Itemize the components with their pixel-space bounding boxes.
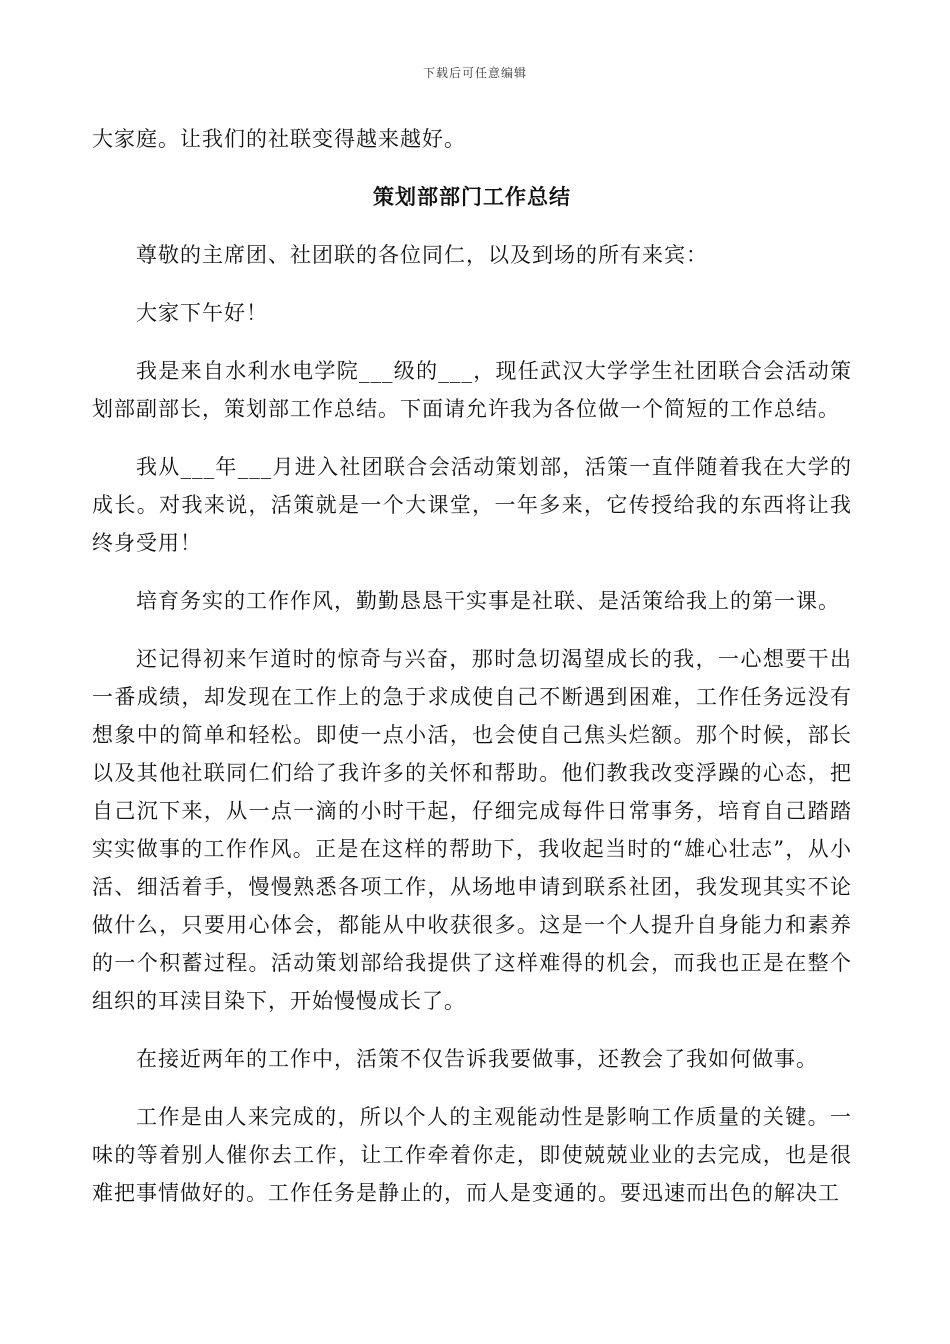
document-body xyxy=(92,120,852,1232)
greeting-paragraph: 大家下午好！ xyxy=(136,301,268,325)
body-paragraph: 我是来自水利水电学院___级的___，现任武汉大学学生社团联合会活动策划部副部长，策划部工作总结。下面请允许我为各位做一个简短的工作总结。 xyxy=(92,359,852,421)
document-title: 策划部部门工作总结 xyxy=(373,184,571,209)
page-header-note: 下载后可任意编辑 xyxy=(422,66,527,80)
body-paragraph: 在接近两年的工作中，活策不仅告诉我要做事，还教会了我如何做事。 xyxy=(136,1047,818,1071)
salutation-paragraph: 尊敬的主席团、社团联的各位同仁，以及到场的所有来宾： xyxy=(136,243,708,267)
continuation-paragraph: 大家庭。让我们的社联变得越来越好。 xyxy=(92,127,466,151)
body-paragraph: 培育务实的工作作风，勤勤恳恳干实事是社联、是活策给我上的第一课。 xyxy=(136,589,840,613)
body-paragraph: 还记得初来乍道时的惊奇与兴奋，那时急切渴望成长的我，一心想要干出一番成绩，却发现在工作上的急于求成使自己不断遇到困难，工作任务远没有想象中的简单和轻松。即使一点小活，也会使自己焦头烂额。那个时候，部长以及其他社联同仁们给了我许多的关怀和帮助。他们教我改变浮躁的心态，把自己沉下来，从一点一滴的小时干起，仔细完成每件日常事务，培育自己踏踏实实做事的工作作风。正是在这样的帮助下，我收起当时的“雄心壮志”，从小活、细活着手，慢慢熟悉各项工作，从场地申请到联系社团，我发现其实不论做什么，只要用心体会，都能从中收获很多。这是一个人提升自身能力和素养的一个积蓄过程。活动策划部给我提供了这样难得的机会，而我也正是在整个组织的耳渎目染下，开始慢慢成长了。 xyxy=(92,647,852,1013)
body-paragraph: 工作是由人来完成的，所以个人的主观能动性是影响工作质量的关键。一味的等着别人催你去工作，让工作牵着你走，即使兢兢业业的去完成，也是很难把事情做好的。工作任务是静止的，而人是变通的。要迅速而出色的解决工 xyxy=(92,1105,852,1205)
body-paragraph: 我从___年___月进入社团联合会活动策划部，活策一直伴随着我在大学的成长。对我来说，活策就是一个大课堂，一年多来，它传授给我的东西将让我终身受用！ xyxy=(92,455,852,555)
